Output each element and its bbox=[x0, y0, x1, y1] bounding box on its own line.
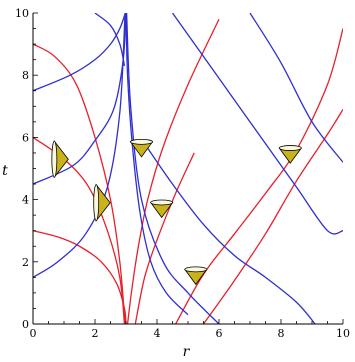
x-tick-label: 0 bbox=[29, 327, 37, 340]
blue-curve-15 bbox=[250, 13, 343, 162]
blue-curve-10 bbox=[33, 13, 125, 91]
red-curve-6 bbox=[204, 109, 344, 324]
x-axis-label: r bbox=[182, 344, 190, 360]
red-curve-1 bbox=[33, 137, 124, 324]
y-tick-label: 2 bbox=[22, 255, 29, 269]
light-cone-rim bbox=[131, 139, 153, 144]
x-tick-label: 10 bbox=[336, 327, 350, 340]
light-cone-5 bbox=[279, 146, 301, 164]
y-tick-label: 4 bbox=[22, 193, 29, 207]
blue-curve-8 bbox=[33, 13, 125, 277]
y-tick-label: 8 bbox=[22, 69, 29, 83]
curve-layer bbox=[33, 13, 343, 324]
red-curve-2 bbox=[33, 44, 125, 324]
light-cone-rim bbox=[52, 141, 57, 177]
y-axis-label: t bbox=[2, 163, 8, 179]
y-tick-label: 10 bbox=[15, 7, 29, 20]
x-tick-label: 8 bbox=[277, 327, 285, 340]
light-cone-0 bbox=[52, 141, 68, 177]
red-curve-5 bbox=[176, 29, 343, 324]
x-tick-label: 4 bbox=[153, 327, 161, 340]
light-cone-rim bbox=[185, 267, 207, 272]
y-tick-label: 6 bbox=[22, 131, 29, 145]
blue-curve-13 bbox=[173, 13, 344, 234]
light-cone-layer bbox=[52, 139, 301, 284]
light-cone-rim bbox=[279, 146, 301, 151]
red-curve-3 bbox=[128, 19, 219, 324]
x-tick-label: 6 bbox=[215, 327, 223, 340]
axes bbox=[15, 7, 350, 340]
light-cone-4 bbox=[185, 267, 207, 285]
blue-curve-9 bbox=[95, 13, 124, 66]
light-cone-rim bbox=[94, 185, 99, 221]
light-cone-rim bbox=[151, 200, 173, 205]
blue-curve-7 bbox=[33, 13, 126, 184]
y-tick-label: 0 bbox=[22, 318, 29, 331]
x-tick-label: 2 bbox=[91, 327, 99, 340]
